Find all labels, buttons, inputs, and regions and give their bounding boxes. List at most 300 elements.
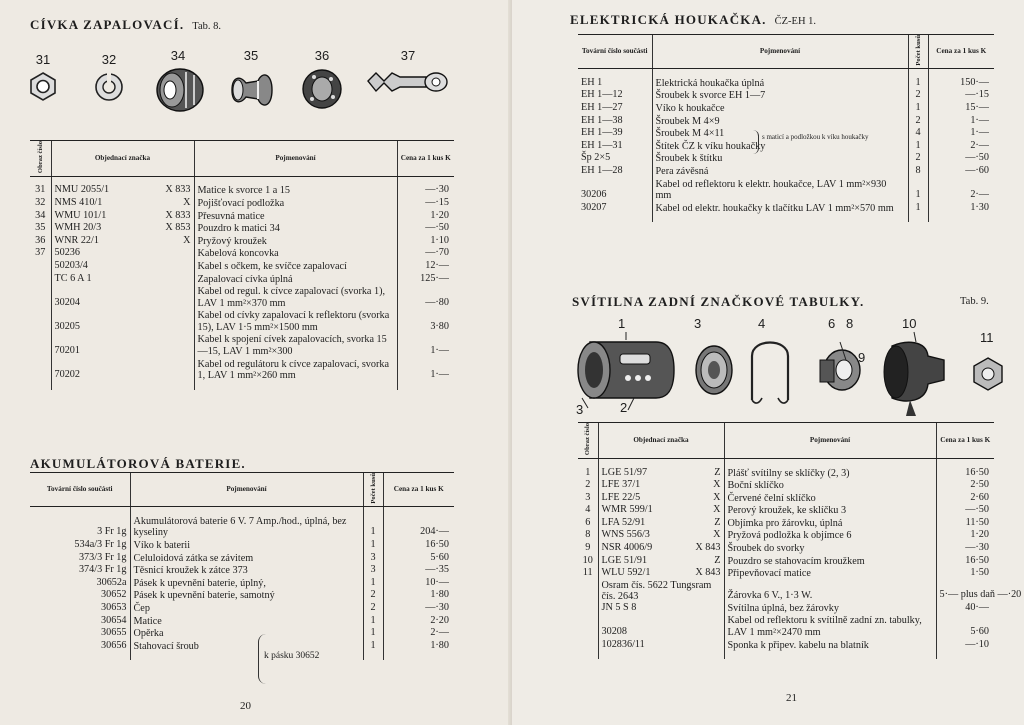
- row-price: 2·—: [928, 178, 994, 202]
- row-price: 1·30: [928, 202, 994, 215]
- row-count: 1: [908, 102, 928, 115]
- row-price: 16·50: [936, 555, 994, 568]
- table-row: [578, 102, 994, 115]
- row-price: 1·—: [397, 333, 454, 357]
- header-pojmenovani: Pojmenování: [652, 35, 908, 69]
- header-obraz: Obraz číslo: [578, 423, 598, 459]
- order-mark: X 833: [165, 184, 191, 196]
- figure-number-9: 9: [858, 350, 866, 365]
- row-count: 1: [363, 627, 383, 640]
- akumulator-title: AKUMULÁTOROVÁ BATERIE.: [30, 456, 246, 471]
- row-description: Šroubek k svorce EH 1—7: [652, 89, 908, 102]
- row-description: Matice: [130, 615, 363, 628]
- row-count: 2: [908, 152, 928, 165]
- row-price: 5·60: [936, 614, 994, 638]
- akumulator-parts-table: [30, 472, 454, 660]
- row-count: 1: [363, 515, 383, 539]
- brace-note-houkacka: s maticí a podložkou k víku houkačky: [762, 133, 869, 141]
- table-row: [578, 504, 994, 517]
- row-price: 2·50: [936, 479, 994, 492]
- row-figure-number: 11: [582, 567, 593, 579]
- lamp-parts-drawing: [576, 332, 1016, 416]
- bulb-holder-icon: [820, 342, 860, 390]
- table-row: [578, 542, 994, 555]
- row-price: 3·80: [397, 309, 454, 333]
- table-row: [30, 627, 454, 640]
- row-price: —·70: [397, 247, 454, 260]
- figure-32: [93, 52, 125, 108]
- row-order-code: [598, 479, 724, 492]
- row-figure-number: [30, 260, 51, 273]
- rubber-ring-icon: [300, 67, 344, 111]
- order-code: WMH 20/3: [54, 222, 102, 234]
- figure-31: [28, 52, 58, 106]
- table-row: [578, 89, 994, 102]
- sliding-nut-icon: [150, 67, 206, 113]
- row-factory-code: EH 1—28: [581, 165, 623, 177]
- row-order-code: [51, 260, 194, 273]
- row-description: Akumulátorová baterie 6 V. 7 Amp./hod., úplná, bez kyseliny: [130, 515, 363, 539]
- order-mark: X: [713, 504, 721, 516]
- row-order-code: [598, 555, 724, 568]
- row-price: —·30: [383, 602, 454, 615]
- order-code: LGE 51/97: [601, 466, 648, 478]
- row-description: Pásek k upevnění baterie, úplný,: [130, 577, 363, 590]
- row-factory-code: EH 1—38: [581, 114, 623, 126]
- row-order-code: [51, 197, 194, 210]
- row-factory-code: EH 1—39: [581, 127, 623, 139]
- row-description: Šroubek k štítku: [652, 152, 908, 165]
- order-mark: X: [183, 234, 191, 246]
- hex-nut-icon: [28, 71, 58, 101]
- row-description: Elektrická houkačka úplná: [652, 77, 908, 90]
- table-row: [30, 539, 454, 552]
- row-description: Pera závěsná: [652, 165, 908, 178]
- houkacka-title: ELEKTRICKÁ HOUKAČKA.: [570, 12, 767, 27]
- row-factory-code: 30206: [581, 189, 607, 201]
- row-price: —·15: [397, 197, 454, 210]
- order-mark: X 843: [695, 542, 721, 554]
- order-code: WMU 101/1: [54, 209, 107, 221]
- row-count: 1: [363, 577, 383, 590]
- row-description: Pouzdro k matici 34: [194, 222, 397, 235]
- row-count: 1: [908, 77, 928, 90]
- row-figure-number: 9: [585, 542, 591, 554]
- row-price: 1·—: [928, 115, 994, 128]
- row-description: Šroubek M 4×11: [652, 127, 908, 140]
- row-description: Matice k svorce 1 a 15: [194, 184, 397, 197]
- row-order-code: [598, 504, 724, 517]
- order-mark: Z: [714, 554, 721, 566]
- row-count: 1: [908, 140, 928, 153]
- row-description: Šroubek M 4×9: [652, 115, 908, 128]
- order-code: WNR 22/1: [54, 234, 99, 246]
- cable-terminal-icon: [362, 67, 454, 97]
- row-figure-number: [578, 580, 598, 602]
- row-factory-code: EH 1—31: [581, 139, 623, 151]
- row-order-code: [51, 247, 194, 260]
- row-count: 1: [363, 539, 383, 552]
- row-factory-code: 373/3 Fr 1g: [78, 551, 127, 563]
- section-title-akumulator: [30, 456, 246, 472]
- header-pocet: Počet kusů: [363, 473, 383, 507]
- right-page: [512, 0, 1024, 725]
- row-figure-number: 34: [35, 209, 46, 221]
- row-description: Kabel od reflektoru k svítilně zadní zn. tabulky, LAV 1 mm²×2470 mm: [724, 614, 936, 638]
- header-cena: Cena za 1 kus K: [928, 35, 994, 69]
- order-mark: Z: [714, 516, 721, 528]
- civka-parts-table: [30, 140, 454, 390]
- svitilna-parts-table: [578, 422, 1022, 659]
- row-figure-number: 2: [585, 479, 591, 491]
- table-row: [30, 333, 454, 357]
- row-figure-number: 3: [585, 491, 591, 503]
- table-row: [30, 222, 454, 235]
- figure-number-1: 1: [618, 316, 626, 331]
- order-mark: X 833: [165, 209, 191, 221]
- figure-number-8: 8: [846, 316, 854, 331]
- houkacka-parts-table: [578, 34, 994, 222]
- row-figure-number: 6: [585, 516, 591, 528]
- table-row: [578, 140, 994, 153]
- header-objednaci: Objednací značka: [598, 423, 724, 459]
- row-description: Kabel od reflektoru k elektr. houkačce, LAV 1 mm²×930 mm: [652, 178, 908, 202]
- order-code: NMS 410/1: [54, 196, 103, 208]
- row-factory-code: Šp 2×5: [581, 152, 611, 164]
- row-description: Těsnicí kroužek k zátce 373: [130, 564, 363, 577]
- row-order-code: [598, 542, 724, 555]
- row-price: 16·50: [383, 539, 454, 552]
- row-figure-number: [30, 358, 51, 382]
- row-price: —·60: [928, 165, 994, 178]
- row-description: Červené čelní sklíčko: [724, 492, 936, 505]
- table-row: [578, 567, 994, 580]
- row-price: 1·20: [936, 529, 994, 542]
- row-description: Celuloidová zátka se závitem: [130, 552, 363, 565]
- order-code: LGE 51/91: [601, 554, 648, 566]
- row-description: Kabel s očkem, ke svíčce zapalovací: [194, 260, 397, 273]
- row-description: Čep: [130, 602, 363, 615]
- row-factory-code: EH 1: [581, 76, 603, 88]
- row-figure-number: [30, 285, 51, 309]
- houkacka-model: ČZ-EH 1.: [774, 16, 817, 27]
- svitilna-title: SVÍTILNA ZADNÍ ZNAČKOVÉ TABULKY.: [572, 294, 865, 309]
- row-order-code: [598, 492, 724, 505]
- row-price: —·50: [928, 152, 994, 165]
- table-row: [30, 260, 454, 273]
- row-order-code: [51, 333, 194, 357]
- row-description: Žárovka 6 V., 1·3 W.: [724, 580, 936, 602]
- row-description: Pouzdro se stahovacím kroužkem: [724, 555, 936, 568]
- row-factory-code: EH 1—27: [581, 102, 623, 114]
- order-code: 50236: [54, 247, 80, 259]
- table-row: [30, 273, 454, 286]
- row-figure-number: 10: [582, 554, 593, 566]
- row-figure-number: 8: [585, 529, 591, 541]
- table-row: [578, 614, 994, 638]
- row-price: 1·10: [397, 235, 454, 248]
- section-title-civka: [30, 17, 221, 33]
- figure-number-4: 4: [758, 316, 766, 331]
- table-row: [30, 309, 454, 333]
- row-price: —·10: [936, 639, 994, 652]
- mounting-nut-icon: [974, 358, 1002, 390]
- row-description: Přesuvná matice: [194, 210, 397, 223]
- row-description: Štítek ČZ k víku houkačky: [652, 140, 908, 153]
- row-price: 1·80: [383, 589, 454, 602]
- table-row: [578, 529, 994, 542]
- row-price: 16·50: [936, 467, 994, 480]
- table-row: [578, 178, 994, 202]
- row-description: Kabelová koncovka: [194, 247, 397, 260]
- table-row: [578, 555, 994, 568]
- row-price: 2·—: [383, 627, 454, 640]
- row-price: 40·—: [936, 602, 994, 615]
- table-row: [30, 285, 454, 309]
- row-factory-code: 30656: [101, 639, 127, 651]
- row-figure-number: 35: [35, 222, 46, 234]
- row-count: 1: [908, 202, 928, 215]
- table-row: [578, 467, 994, 480]
- figure-number: 37: [400, 48, 416, 63]
- row-price: 204·—: [383, 515, 454, 539]
- row-order-code: [598, 614, 724, 638]
- order-mark: X: [713, 529, 721, 541]
- order-code: 30204: [54, 296, 80, 308]
- row-factory-code: EH 1—12: [581, 89, 623, 101]
- figure-number-2: 2: [620, 400, 628, 415]
- row-order-code: [51, 222, 194, 235]
- figure-34: [150, 48, 206, 118]
- row-factory-code: 30652a: [96, 576, 127, 588]
- order-code: Osram čís. 5622 Tungsram čís. 2643: [601, 579, 712, 602]
- row-description: Připevňovací matice: [724, 567, 936, 580]
- row-price: 2·—: [928, 140, 994, 153]
- row-price: —·80: [397, 285, 454, 309]
- row-order-code: [598, 602, 724, 615]
- order-code: 70201: [54, 345, 80, 357]
- spring-ring-icon: [752, 343, 788, 404]
- order-code: NSR 4006/9: [601, 542, 653, 554]
- table-row: [578, 602, 994, 615]
- table-row: [30, 210, 454, 223]
- row-count: 3: [363, 564, 383, 577]
- row-order-code: [598, 567, 724, 580]
- header-cena: Cena za 1 kus K: [383, 473, 454, 507]
- row-figure-number: 1: [585, 466, 591, 478]
- civka-title: CÍVKA ZAPALOVACÍ.: [30, 17, 185, 32]
- row-figure-number: [578, 602, 598, 615]
- figure-number: 36: [314, 48, 330, 63]
- row-description: Zapalovací cívka úplná: [194, 273, 397, 286]
- table-row: [578, 479, 994, 492]
- row-price: 2·20: [383, 615, 454, 628]
- row-description: Víko k baterii: [130, 539, 363, 552]
- table-row: [578, 202, 994, 215]
- row-factory-code: 3 Fr 1g: [97, 526, 127, 538]
- row-description: Šroubek do svorky: [724, 542, 936, 555]
- order-mark: X: [713, 491, 721, 503]
- table-row: [578, 77, 994, 90]
- figure-number: 31: [35, 52, 51, 67]
- order-code: TC 6 A 1: [54, 272, 92, 284]
- header-cena: Cena za 1 kus K: [397, 141, 454, 177]
- row-price: 1·20: [397, 210, 454, 223]
- row-price: 1·50: [936, 567, 994, 580]
- figure-number: 34: [170, 48, 186, 63]
- row-factory-code: 30207: [581, 201, 607, 213]
- table-row: [30, 515, 454, 539]
- row-figure-number: [30, 273, 51, 286]
- row-description: Pryžová podložka k objímce 6: [724, 529, 936, 542]
- figure-35: [228, 48, 274, 118]
- row-price: —·30: [936, 542, 994, 555]
- row-count: 1: [908, 178, 928, 202]
- row-price: 11·50: [936, 517, 994, 530]
- row-description: Kabel od regulátoru k cívce zapalovací, svorka 1, LAV 1 mm²×260 mm: [194, 358, 397, 382]
- svitilna-tab-number: Tab. 9.: [960, 296, 989, 307]
- row-price: 5·60: [383, 552, 454, 565]
- row-price: —·35: [383, 564, 454, 577]
- row-order-code: [598, 467, 724, 480]
- row-order-code: [51, 285, 194, 309]
- row-factory-code: 374/3 Fr 1g: [78, 564, 127, 576]
- order-mark: Z: [714, 466, 721, 478]
- row-price: —·15: [928, 89, 994, 102]
- row-description: Pásek k upevnění baterie, samotný: [130, 589, 363, 602]
- figure-37: [362, 48, 454, 102]
- row-price: 10·—: [383, 577, 454, 590]
- row-count: 2: [908, 89, 928, 102]
- section-title-houkacka: [570, 12, 816, 28]
- table-row: [30, 577, 454, 590]
- row-description: Sponka k připev. kabelu na blatník: [724, 639, 936, 652]
- row-order-code: [598, 529, 724, 542]
- lamp-sleeve-icon: [884, 332, 944, 416]
- table-row: [30, 615, 454, 628]
- header-objednaci: Objednací značka: [51, 141, 194, 177]
- row-order-code: [51, 184, 194, 197]
- row-description: Kabel od cívky zapalovací k reflektoru (svorka 15), LAV 1·5 mm²×1500 mm: [194, 309, 397, 333]
- order-code: NMU 2055/1: [54, 184, 110, 196]
- row-order-code: [51, 358, 194, 382]
- nut-sleeve-icon: [228, 67, 274, 113]
- row-count: 2: [363, 589, 383, 602]
- row-description: Stahovací šroub: [130, 640, 363, 653]
- table-row: [30, 184, 454, 197]
- lamp-housing-icon: [578, 332, 674, 410]
- table-row: [30, 197, 454, 210]
- page-number-left: 20: [240, 700, 251, 712]
- row-figure-number: 37: [35, 247, 46, 259]
- row-count: 2: [908, 115, 928, 128]
- row-count: 8: [908, 165, 928, 178]
- row-count: 1: [363, 640, 383, 653]
- figure-number-6: 6: [828, 316, 836, 331]
- table-row: [578, 152, 994, 165]
- order-code: 102836/11: [601, 638, 645, 650]
- order-code: WMR 599/1: [601, 504, 653, 516]
- figure-number-3: 3: [576, 402, 584, 417]
- row-count: 4: [908, 127, 928, 140]
- order-code: 30208: [601, 626, 627, 638]
- row-description: Svítilna úplná, bez žárovky: [724, 602, 936, 615]
- row-figure-number: [30, 333, 51, 357]
- row-order-code: [598, 517, 724, 530]
- order-mark: X: [713, 479, 721, 491]
- row-description: Objímka pro žárovku, úplná: [724, 517, 936, 530]
- row-figure-number: 31: [35, 184, 46, 196]
- row-figure-number: [578, 639, 598, 652]
- order-mark: X 853: [165, 222, 191, 234]
- brace-houkacka: [753, 130, 759, 154]
- table-row: [30, 589, 454, 602]
- table-row: [578, 492, 994, 505]
- header-pojmenovani: Pojmenování: [130, 473, 363, 507]
- row-figure-number: [578, 614, 598, 638]
- table-row: [30, 564, 454, 577]
- page-number-right: 21: [786, 692, 797, 704]
- row-count: 1: [363, 615, 383, 628]
- order-code: LFE 22/5: [601, 491, 641, 503]
- row-description: Perový kroužek, ke sklíčku 3: [724, 504, 936, 517]
- figure-36: [300, 48, 344, 116]
- table-row: [578, 165, 994, 178]
- row-factory-code: 30654: [101, 614, 127, 626]
- order-code: JN 5 S 8: [601, 601, 637, 613]
- row-order-code: [51, 273, 194, 286]
- lock-washer-icon: [93, 71, 125, 103]
- table-row: [30, 640, 454, 653]
- row-description: Víko k houkačce: [652, 102, 908, 115]
- table-row: [578, 517, 994, 530]
- header-tovarni: Tovární číslo součásti: [578, 35, 652, 69]
- row-factory-code: 534a/3 Fr 1g: [74, 539, 127, 551]
- row-price: —·50: [397, 222, 454, 235]
- figure-number-3-top: 3: [694, 316, 702, 331]
- row-description: Kabel od regul. k cívce zapalovací (svorka 1), LAV 1 mm²×370 mm: [194, 285, 397, 309]
- order-code: LFA 52/91: [601, 516, 646, 528]
- row-price: 1·80: [383, 640, 454, 653]
- row-count: 3: [363, 552, 383, 565]
- header-pojmenovani: Pojmenování: [194, 141, 397, 177]
- row-price: 15·—: [928, 102, 994, 115]
- row-description: Boční sklíčko: [724, 479, 936, 492]
- table-row: [30, 358, 454, 382]
- table-row: [30, 235, 454, 248]
- row-figure-number: 4: [585, 504, 591, 516]
- red-lens-icon: [696, 346, 732, 394]
- order-code: 50203/4: [54, 259, 88, 271]
- row-description: Kabel od elektr. houkačky k tlačítku LAV 1 mm²×570 mm: [652, 202, 908, 215]
- row-figure-number: 36: [35, 234, 46, 246]
- row-price: 5·— plus daň —·20: [936, 580, 994, 602]
- row-figure-number: 32: [35, 196, 46, 208]
- order-code: WNS 556/3: [601, 529, 650, 541]
- figure-number: 35: [243, 48, 259, 63]
- row-description: Plášť svítilny se sklíčky (2, 3): [724, 467, 936, 480]
- row-order-code: [51, 235, 194, 248]
- table-row: [578, 639, 994, 652]
- figure-number-10: 10: [902, 316, 917, 331]
- row-description: Opěrka: [130, 627, 363, 640]
- row-price: 150·—: [928, 77, 994, 90]
- row-figure-number: [30, 309, 51, 333]
- order-code: 70202: [54, 369, 80, 381]
- order-mark: X 843: [695, 567, 721, 579]
- table-row: [578, 115, 994, 128]
- order-code: 30205: [54, 320, 80, 332]
